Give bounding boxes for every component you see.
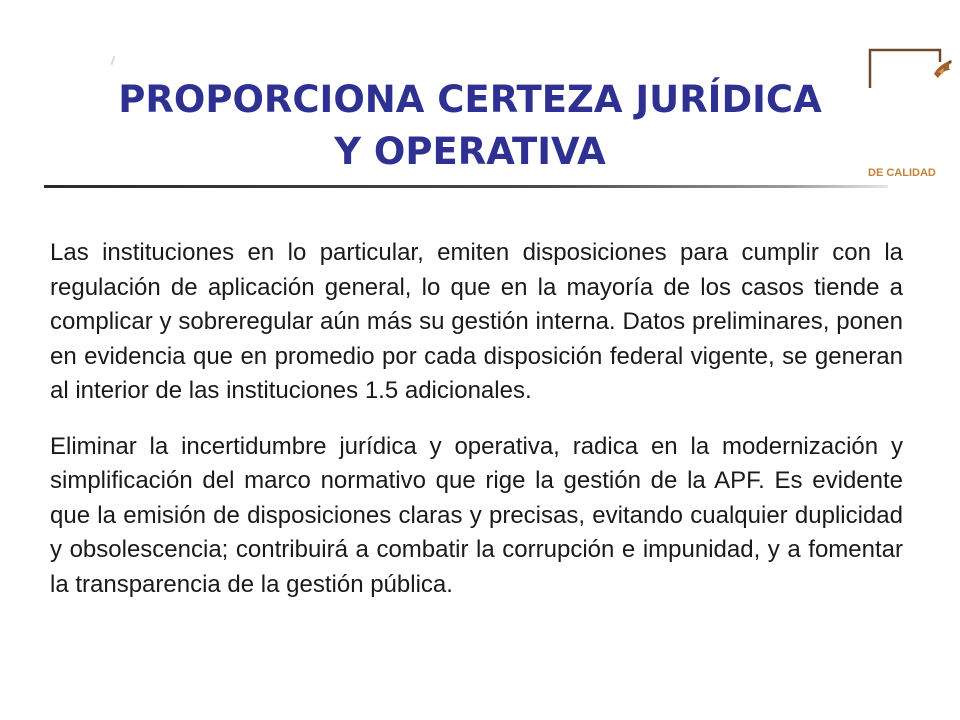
slide-title-line-2: Y OPERATIVA xyxy=(334,130,606,173)
slide-title-line-1: PROPORCIONA CERTEZA JURÍDICA xyxy=(118,78,822,121)
body-paragraph-1: Las instituciones en lo particular, emiten disposiciones para cumplir con la regulación de aplicación general, lo que en la mayoría de los casos tiende a complicar y sobreregular aún más su gestión interna. Datos preliminares, ponen en evidencia que en promedio por cada disposición federal vigente, se generan al interior de las instituciones 1.5 adicionales. xyxy=(50,239,903,404)
title-underline xyxy=(44,185,888,188)
slide-body xyxy=(50,236,903,602)
slide-title xyxy=(30,74,910,178)
body-paragraph-2: Eliminar la incertidumbre jurídica y operativa, radica en la modernización y simplificación del marco normativo que rige la gestión de la APF. Es evidente que la emisión de disposiciones claras y precisas, evitando cualquier duplicidad y obsolescencia; contribuirá a combatir la corrupción e impunidad, y a fomentar la transparencia de la gestión pública. xyxy=(50,432,903,598)
decorative-tick xyxy=(111,56,116,65)
logo-caption: DE CALIDAD xyxy=(868,167,936,179)
